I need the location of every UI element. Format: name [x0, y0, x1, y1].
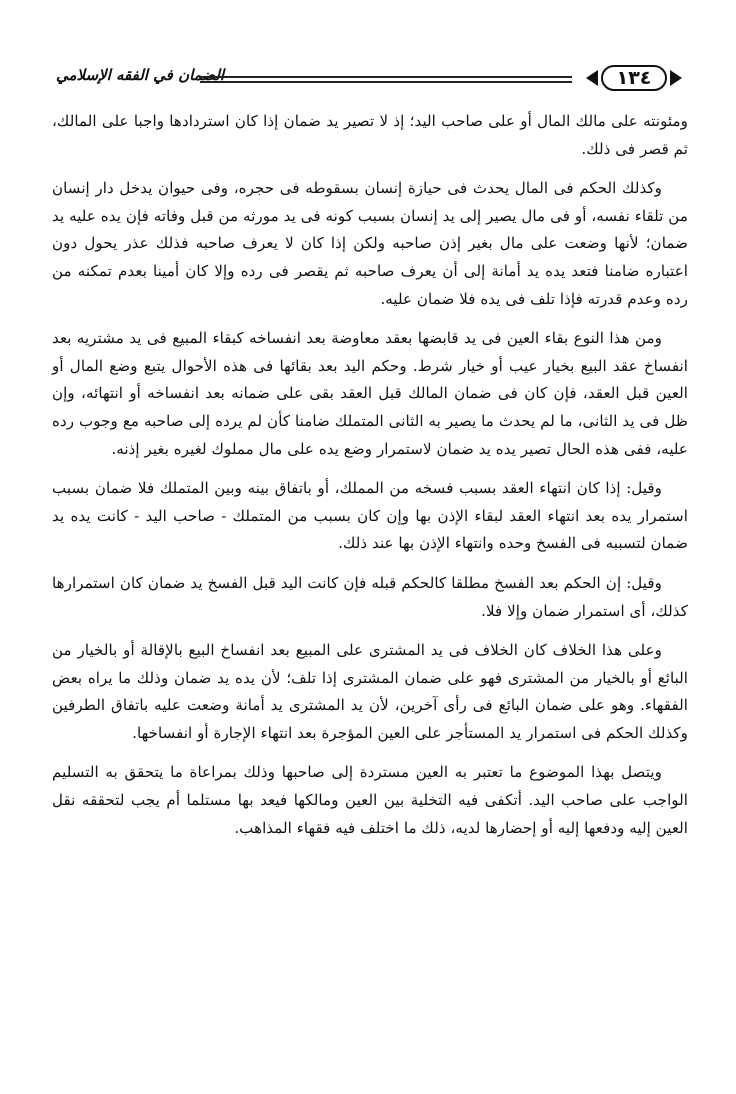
paragraph: وقيل: إن الحكم بعد الفسخ مطلقا كالحكم قبله فإن كانت اليد قبل الفسخ يد ضمان كان استمرارها كذلك، أى استمرار ضمان وإلا فلا. — [52, 573, 688, 620]
paragraph: وكذلك الحكم فى المال يحدث فى حيازة إنسان بسقوطه فى حجره، وفى حيوان يدخل دار إنسان من تلقاء نفسه، أو فى مال يصير إلى يد إنسان بسبب كونه فى يد مورثه من قبل وفاته فإن يده عليه يد ضمان؛ لأنها وضعت على مال بغير إذن صاحبه ولكن إذا كان لا يعرف صاحبه فذلك عذر يحول دون اعتباره ضامنا فتعد يده يد أمانة إلى أن يعرف صاحبه ثم يقصر فى رده وإلا كان أمينا بعدم تمكنه من رده وعدم قدرته فإذا تلف فى يده فلا ضمان عليه. — [52, 179, 688, 308]
header-rule — [200, 76, 572, 83]
paragraph: وعلى هذا الخلاف كان الخلاف فى يد المشترى على المبيع بعد انفساخ البيع بالإقالة أو بالخيار من البائع أو بالخيار من المشترى فهو على ضمان المشترى إذا تلف؛ لأن يده يد ضمان وذلك ما يراه بعض الفقهاء. وهو على ضمان البائع فى رأى آخرين، لأن يد المشترى يد أمانة وضعت عليه باتفاق الطرفين وكذلك الحكم فى استمرار يد المستأجر على العين المؤجرة بعد انتهاء الإجارة أو انفساخها. — [52, 641, 688, 742]
paragraph: ويتصل بهذا الموضوع ما تعتبر به العين مستردة إلى صاحبها وذلك بمراعاة ما يتحقق به التسليم الواجب على صاحب اليد. أتكفى فيه التخلية بين العين ومالكها فيعد بها مستلما أم يجب لتحققه نقل العين إليه ودفعها إليه أو إحضارها لديه، ذلك ما اختلف فيه فقهاء المذاهب. — [52, 763, 688, 837]
page-header — [52, 64, 684, 96]
paragraph: ومئونته على مالك المال أو على صاحب اليد؛ إذ لا تصير يد ضمان إذا كان استردادها واجبا على المالك، ثم قصر فى ذلك. — [52, 112, 688, 158]
page-number: ١٣٤ — [601, 65, 668, 91]
running-title: الضمان في الفقه الإسلامي — [56, 66, 225, 84]
body-text — [52, 108, 688, 854]
paragraph: ومن هذا النوع بقاء العين فى يد قابضها بعقد معاوضة بعد انفساخه كبقاء المبيع فى يد مشتريه بعد انفساخ عقد البيع بخيار عيب أو خيار شرط. وحكم اليد بعد بقائها فى هذه الأحوال يتبع وضع المال أو العين قبل العقد، فإن كان فى ضمان المالك قبل العقد بقى على ضمانه بعد انفساخه أو انتهائه، وإن ظل فى يد الثانى، ما لم يحدث ما يصير به الثانى المتملك ضامنا كأن لم يرده إلى صاحبه مع وجوب رده عليه، ففى هذه الحال تصير يده يد ضمان لاستمرار وضع يده على مال مملوك لغيره بغير إذنه. — [52, 329, 688, 458]
page-number-badge — [584, 64, 684, 92]
paragraph: وقيل: إذا كان انتهاء العقد بسبب فسخه من المملك، أو باتفاق بينه وبين المتملك فلا ضمان بسبب استمرار يده بعد انتهاء العقد لبقاء الإذن بها وإن كان بسبب من المتملك - صاحب اليد - كانت يده يد ضمان لتسببه فى الفسخ وحده وانتهاء الإذن بها عند ذلك. — [52, 479, 688, 553]
